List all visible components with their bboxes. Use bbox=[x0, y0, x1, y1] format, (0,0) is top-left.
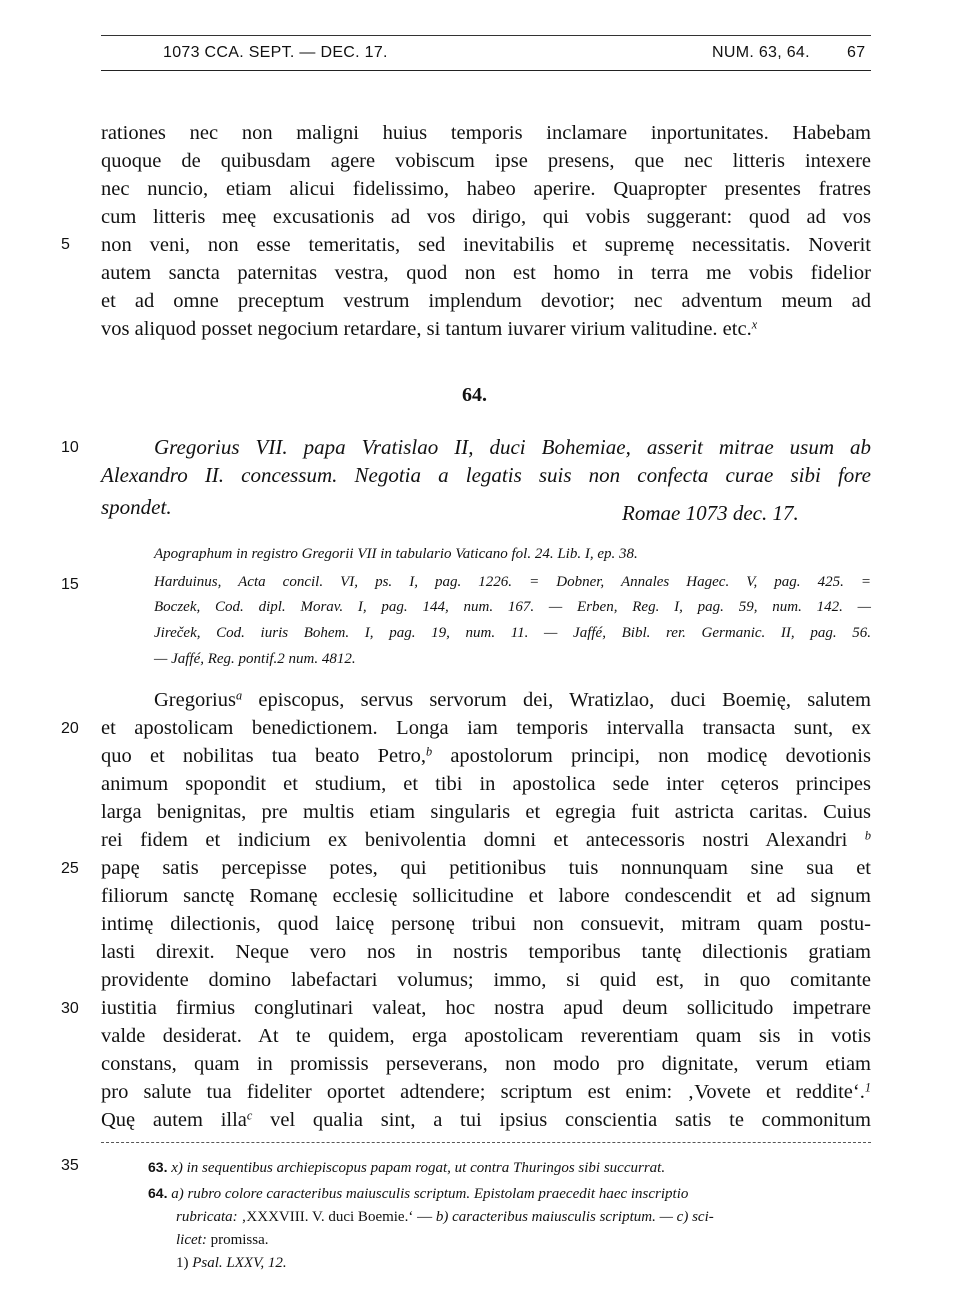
text-line bbox=[101, 1078, 871, 1106]
footnote-text: Psal. LXXV, 12. bbox=[188, 1255, 287, 1271]
header-bottom-rule bbox=[101, 70, 871, 71]
text-line: intimę dilectionis, quod laicę personę tribui non consuevit, mitram quam postu- bbox=[101, 913, 871, 935]
footnote-mark: b bbox=[864, 828, 871, 843]
line-number: 25 bbox=[61, 860, 79, 877]
text-line: nec nuncio, etiam alicui fidelissimo, habeo aperire. Quapropter presentes fratres bbox=[101, 178, 871, 200]
footnote-rule bbox=[101, 1142, 871, 1143]
footnote-text: rubricata: bbox=[176, 1209, 238, 1225]
summary-line: Gregorius VII. papa Vratislao II, duci Bohemiae, asserit mitrae usum ab bbox=[154, 435, 871, 459]
footnote-64-cont2 bbox=[176, 1229, 269, 1251]
text-line: constans, quam in promissis perseverans, non modo pro dignitate, verum etiam bbox=[101, 1053, 871, 1075]
source-line: Jireček, Cod. iuris Bohem. I, pag. 19, num. 11. — Jaffé, Bibl. rer. Germanic. II, pag. 56. bbox=[154, 625, 871, 641]
summary-line: Alexandro II. concessum. Negotia a legatis suis non confecta curae sibi fore bbox=[101, 463, 871, 487]
document-number: 64. bbox=[462, 384, 487, 406]
footnote-mark: a bbox=[235, 688, 243, 703]
line-number: 30 bbox=[61, 1000, 79, 1017]
text-span: apostolorum principi, non modicę devotionis bbox=[432, 745, 871, 767]
text-span: episcopus, servus servorum dei, Wratizlao, duci Boemię, salutem bbox=[242, 689, 871, 711]
footnote-text: promissa. bbox=[206, 1232, 269, 1248]
footnote-63 bbox=[148, 1156, 665, 1179]
footnote-mark: 1 bbox=[864, 1080, 871, 1095]
text-line: et ad omne preceptum vestrum implendum devotior; nec adventum meum ad bbox=[101, 290, 871, 312]
footnote-text: sci- bbox=[688, 1209, 714, 1225]
source-line: — Jaffé, Reg. pontif.2 num. 4812. bbox=[154, 651, 356, 667]
footnote-text: caracteribus maiusculis scriptum. — bbox=[448, 1209, 677, 1225]
line-number: 35 bbox=[61, 1157, 79, 1174]
summary-text: spondet. bbox=[101, 495, 172, 519]
footnote-label: 64. bbox=[148, 1185, 168, 1201]
line-number: 5 bbox=[61, 236, 70, 253]
footnote-text: licet: bbox=[176, 1232, 207, 1248]
text-line: iustitia firmius conglutinari valeat, hoc nostra apud deum sollicitudo impetrare bbox=[101, 997, 871, 1019]
place-date: Romae 1073 dec. 17. bbox=[622, 501, 799, 525]
footnote-mark: 1) bbox=[176, 1255, 189, 1271]
footnote-64-cont bbox=[176, 1206, 714, 1228]
text-line bbox=[154, 686, 871, 714]
header-top-rule bbox=[101, 35, 871, 36]
line-number: 20 bbox=[61, 720, 79, 737]
text-line: non veni, non esse temeritatis, sed inevitabilis et supremę necessitatis. Noverit bbox=[101, 234, 871, 256]
text-line: et apostolicam benedictionem. Longa iam temporis intervalla transacta sunt, ex bbox=[101, 717, 871, 739]
footnote-mark: c) bbox=[676, 1209, 689, 1225]
line-number: 10 bbox=[61, 439, 79, 456]
text-line: filiorum sanctę Romanę ecclesię sollicitudine et labore condescendit et ad signum bbox=[101, 885, 871, 907]
text-line: valde desiderat. At te quidem, erga apostolicam reverentiam quam sis in votis bbox=[101, 1025, 871, 1047]
text-span: rei fidem et indicium ex benivolentia domni et antecessoris nostri Alexandri bbox=[101, 829, 848, 851]
footnote-mark: a) bbox=[171, 1186, 184, 1202]
footnote-label: 63. bbox=[148, 1159, 168, 1175]
text-line-content: vos aliquod posset negocium retardare, si tantum iuvarer virium valitudine. etc. bbox=[101, 318, 752, 340]
text-line bbox=[101, 742, 871, 770]
footnote-64 bbox=[148, 1182, 688, 1205]
text-line: lasti direxit. Neque vero nos in nostris temporibus tantę dilectionis gratiam bbox=[101, 941, 871, 963]
summary-line-last bbox=[101, 492, 871, 525]
source-line: Harduinus, Acta concil. VI, ps. I, pag. 1226. = Dobner, Annales Hagec. V, pag. 425. = bbox=[154, 574, 871, 590]
footnote-mark: x) bbox=[171, 1160, 183, 1176]
footnote-text: rubro colore caracteribus maiusculis scriptum. Epistolam praecedit haec inscriptio bbox=[183, 1186, 689, 1202]
text-line: providente domino labefactari volumus; immo, si quid est, in quo comitante bbox=[101, 969, 871, 991]
page-number: 67 bbox=[847, 44, 866, 61]
header-numbers: NUM. 63, 64. bbox=[712, 44, 810, 61]
text-line: autem sancta paternitas vestra, quod non est homo in terra me vobis fidelior bbox=[101, 262, 871, 284]
footnote-1 bbox=[176, 1252, 287, 1274]
text-line: rationes nec non maligni huius temporis inclamare inportunitates. Habebam bbox=[101, 122, 871, 144]
text-line: larga benignitas, pre multis etiam singularis et egregia fuit astricta caritas. Cuius bbox=[101, 801, 871, 823]
text-line: quoque de quibusdam agere vobiscum ipse presens, que nec litteris intexere bbox=[101, 150, 871, 172]
text-span: vel qualia sint, a tui ipsius conscientia satis te commonitum bbox=[252, 1109, 871, 1131]
text-line bbox=[101, 1106, 871, 1134]
footnote-quote: ‚XXXVIII. V. duci Boemie.‘ — bbox=[237, 1209, 436, 1225]
source-line: Boczek, Cod. dipl. Morav. I, pag. 144, num. 167. — Erben, Reg. I, pag. 59, num. 142. — bbox=[154, 599, 871, 615]
text-line bbox=[101, 826, 871, 854]
footnote-mark: c bbox=[246, 1108, 253, 1123]
text-line bbox=[101, 315, 871, 343]
footnote-mark: b) bbox=[435, 1209, 449, 1225]
text-line: papę satis percepisse potes, qui petitionibus tuis nonnunquam sine sua et bbox=[101, 857, 871, 879]
line-number: 15 bbox=[61, 576, 79, 593]
text-span: pro salute tua fideliter oportet adtendere; scriptum est enim: ‚Vovete et reddite‘. bbox=[101, 1081, 865, 1103]
text-span: Gregorius bbox=[154, 689, 236, 711]
header-date-range: 1073 CCA. SEPT. — DEC. 17. bbox=[163, 44, 388, 61]
footnote-text: in sequentibus archiepiscopus papam rogat, ut contra Thuringos sibi succurrat. bbox=[182, 1160, 666, 1176]
footnote-mark: b bbox=[425, 744, 433, 759]
footnote-mark: x bbox=[751, 317, 758, 332]
text-span: quo et nobilitas tua beato Petro, bbox=[101, 745, 426, 767]
text-line: animum spopondit et studium, et tibi in apostolica sede inter cęteros principes bbox=[101, 773, 871, 795]
text-span: Quę autem illa bbox=[101, 1109, 247, 1131]
source-line: Apographum in registro Gregorii VII in tabulario Vaticano fol. 24. Lib. I, ep. 38. bbox=[154, 546, 638, 562]
text-line: cum litteris meę excusationis ad vos dirigo, qui vobis suggerant: quod ad vos bbox=[101, 206, 871, 228]
